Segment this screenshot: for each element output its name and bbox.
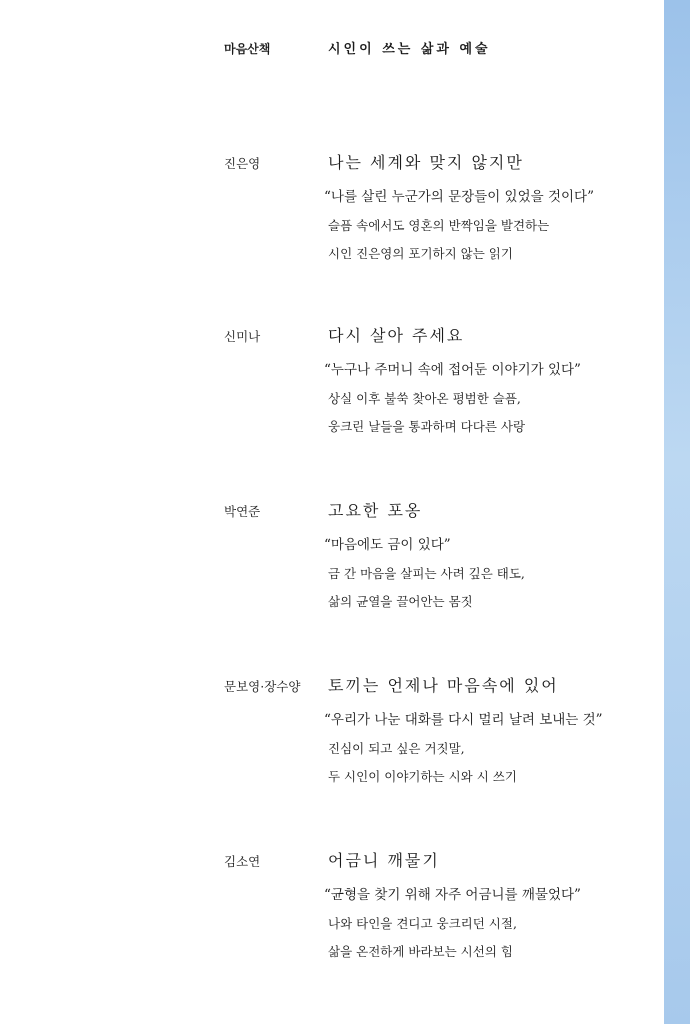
book-description-line: 삶의 균열을 끌어안는 몸짓 <box>328 594 473 609</box>
book-quote: “나를 살린 누군가의 문장들이 있었을 것이다” <box>324 189 594 205</box>
book-entry <box>224 150 654 273</box>
book-description-line: 나와 타인을 견디고 웅크리던 시절, <box>328 916 517 931</box>
book-author: 김소연 <box>224 854 261 869</box>
book-description-line: 상실 이후 불쑥 찾아온 평범한 슬픔, <box>328 391 521 406</box>
page-header <box>224 38 491 57</box>
book-description-line: 삶을 온전하게 바라보는 시선의 힘 <box>328 944 513 959</box>
book-entry <box>224 323 654 446</box>
book-entry <box>224 848 654 971</box>
book-description-line: 금 간 마음을 살피는 사려 깊은 태도, <box>328 566 525 581</box>
book-entry <box>224 673 654 796</box>
book-description-line: 두 시인이 이야기하는 시와 시 쓰기 <box>328 769 517 784</box>
series-title: 시인이 쓰는 삶과 예술 <box>328 42 491 57</box>
book-author: 문보영·장수양 <box>224 679 301 694</box>
book-quote: “마음에도 금이 있다” <box>324 537 451 553</box>
book-description-line: 슬픔 속에서도 영혼의 반짝임을 발견하는 <box>328 218 550 233</box>
decorative-side-strip <box>664 0 690 1024</box>
book-author: 신미나 <box>224 329 261 344</box>
book-quote: “누구나 주머니 속에 접어둔 이야기가 있다” <box>324 362 581 378</box>
book-description-line: 웅크린 날들을 통과하며 다다른 사랑 <box>328 419 526 434</box>
book-entry <box>224 498 654 621</box>
book-description-line: 시인 진은영의 포기하지 않는 읽기 <box>328 246 513 261</box>
book-description-line: 진심이 되고 싶은 거짓말, <box>328 741 465 756</box>
publisher-name: 마음산책 <box>224 42 271 56</box>
book-quote: “우리가 나눈 대화를 다시 멀리 날려 보내는 것” <box>324 712 603 728</box>
book-title: 다시 살아 주세요 <box>328 326 465 345</box>
book-author: 박연준 <box>224 504 261 519</box>
book-title: 고요한 포옹 <box>328 501 423 520</box>
book-title: 나는 세계와 맞지 않지만 <box>328 153 524 172</box>
book-author: 진은영 <box>224 156 261 171</box>
book-quote: “균형을 찾기 위해 자주 어금니를 깨물었다” <box>324 887 581 903</box>
book-title: 토끼는 언제나 마음속에 있어 <box>328 676 559 695</box>
book-title: 어금니 깨물기 <box>328 851 440 870</box>
